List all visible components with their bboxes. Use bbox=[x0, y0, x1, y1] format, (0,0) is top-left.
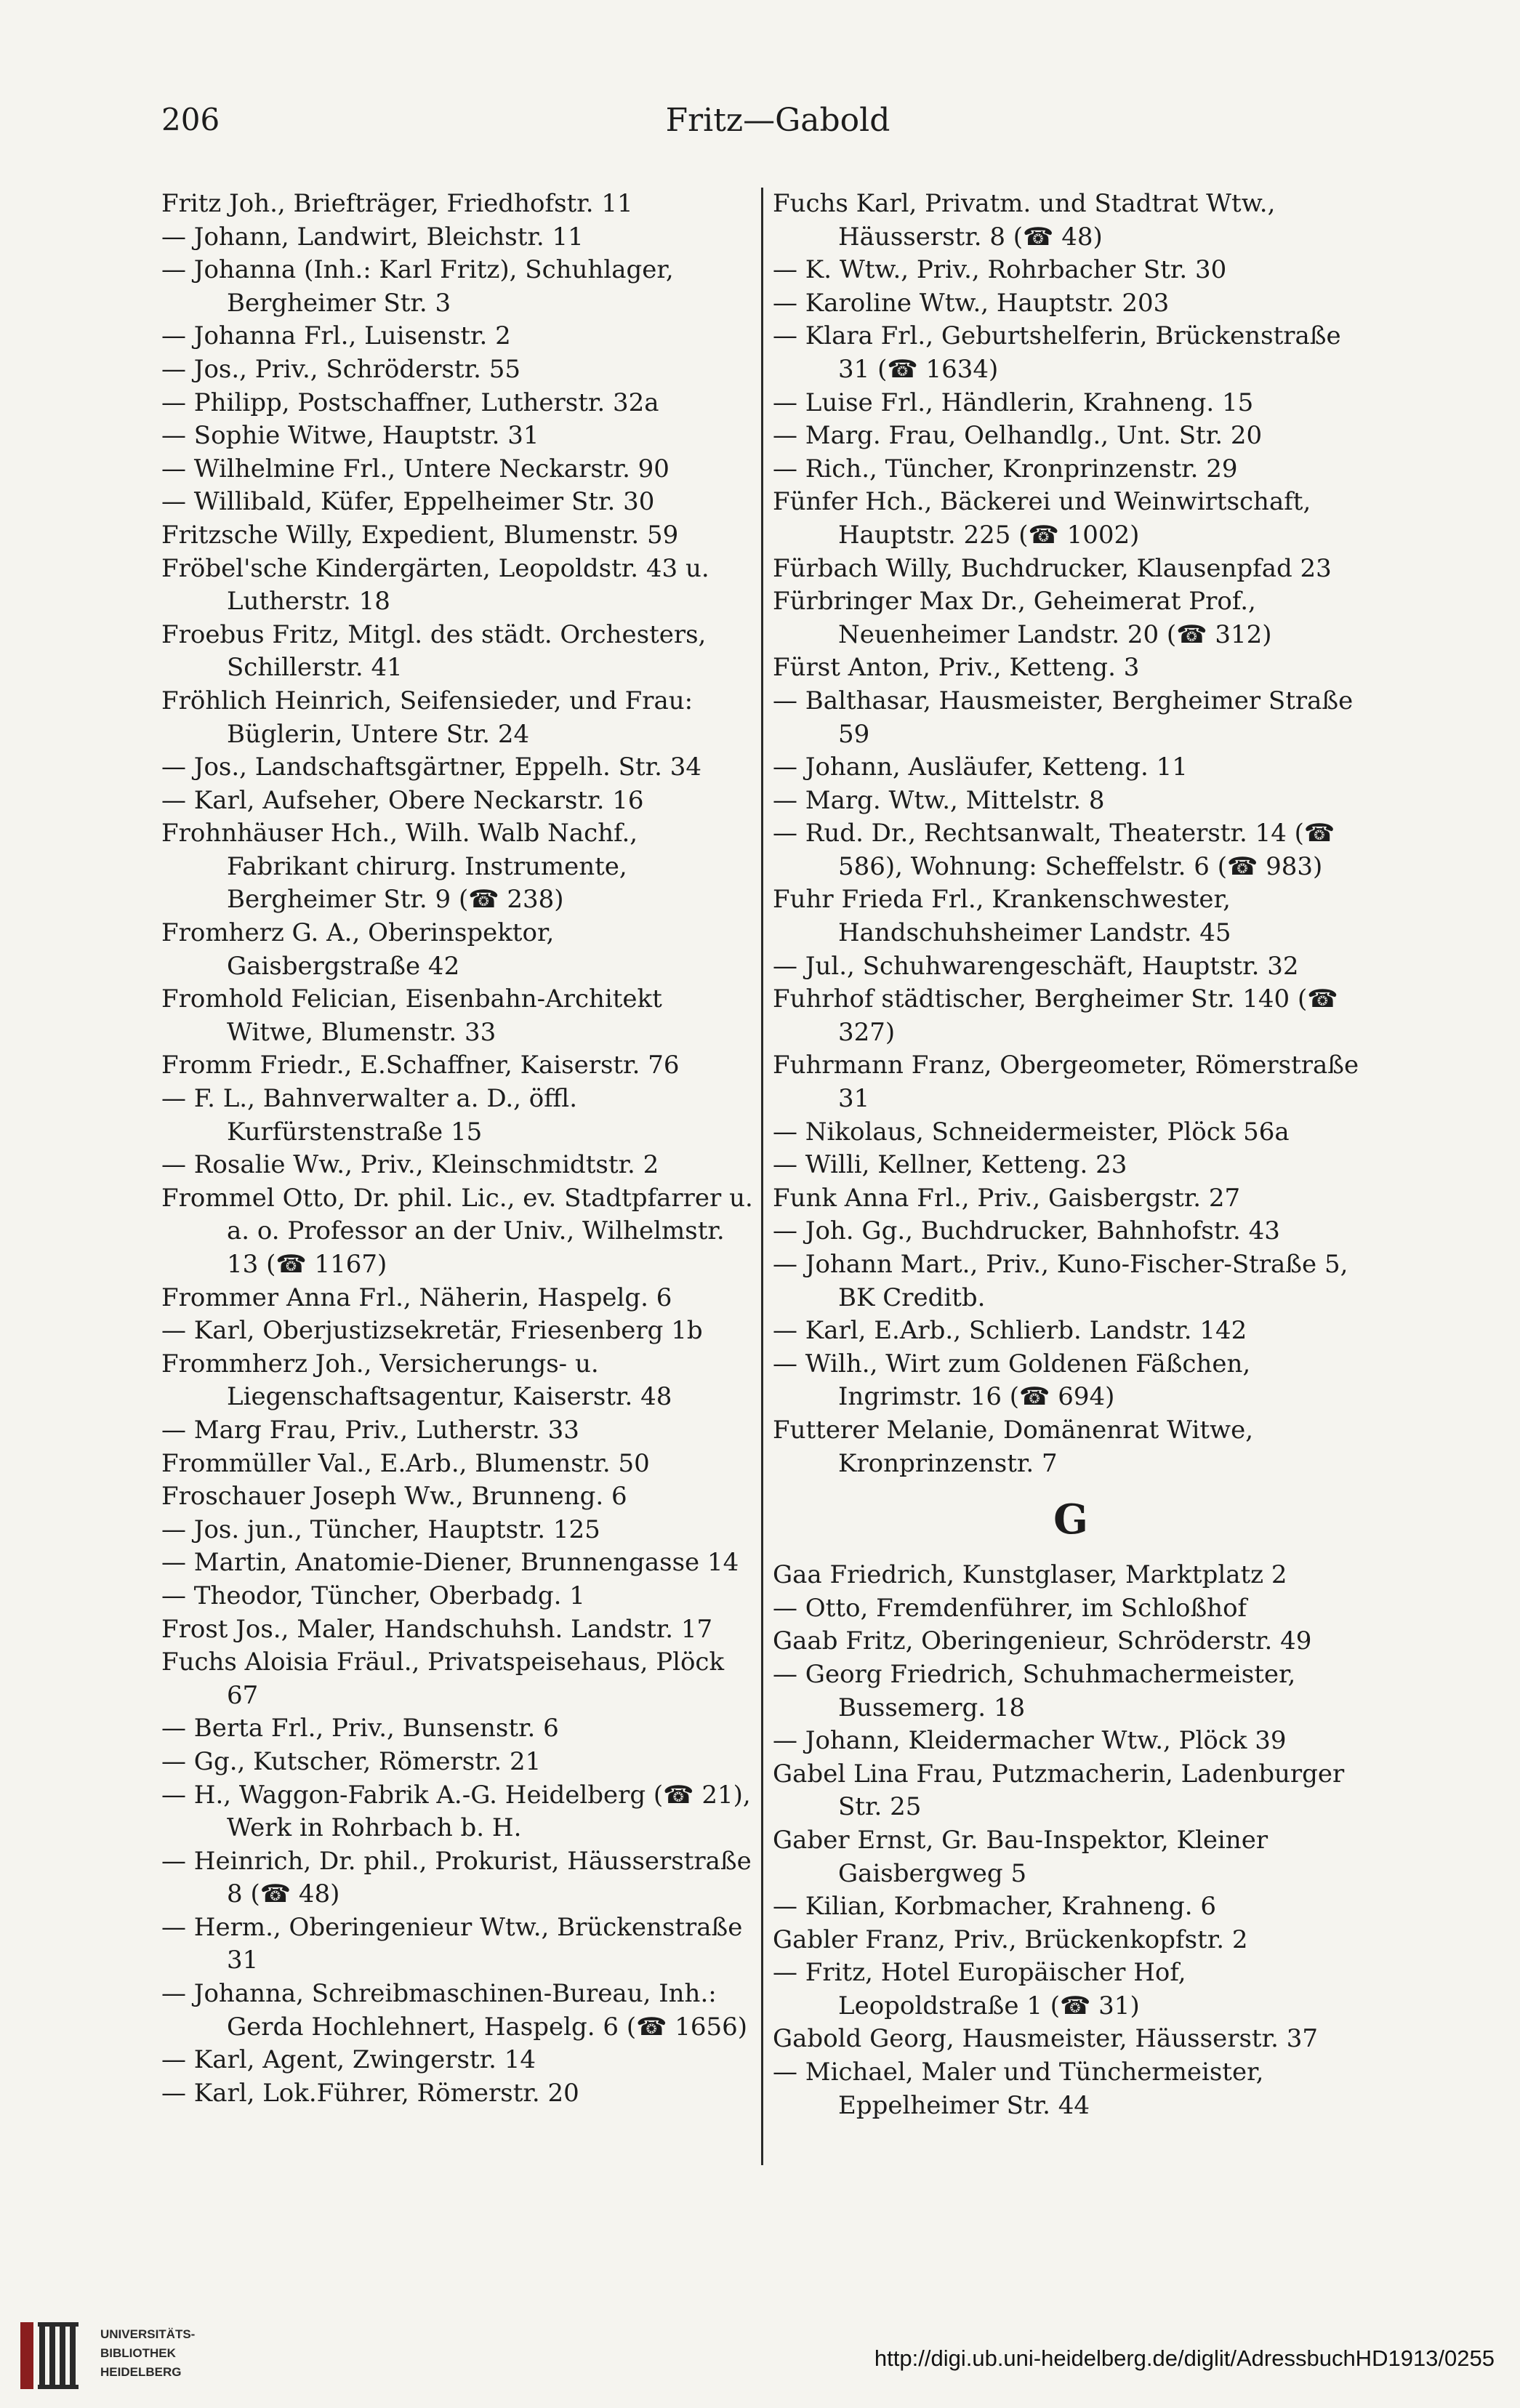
directory-entry: — Jos. jun., Tüncher, Hauptstr. 125 bbox=[161, 1514, 600, 1544]
library-logo-icon bbox=[20, 2322, 90, 2389]
directory-entry: — Johanna Frl., Luisenstr. 2 bbox=[161, 321, 511, 351]
directory-entry: Fritz Joh., Briefträger, Friedhofstr. 11 bbox=[161, 189, 633, 218]
directory-entry: — Karl, Lok.Führer, Römerstr. 20 bbox=[161, 2078, 579, 2108]
directory-entry: — H., Waggon-Fabrik A.-G. Heidelberg (☎ 21), Werk in Rohrbach b. H. bbox=[161, 1780, 751, 1843]
directory-entry: Fürbach Willy, Buchdrucker, Klausenpfad 23 bbox=[773, 553, 1332, 583]
directory-entry: Fünfer Hch., Bäckerei und Weinwirtschaft, Hauptstr. 225 (☎ 1002) bbox=[773, 487, 1311, 550]
directory-entry: — Johann, Kleidermacher Wtw., Plöck 39 bbox=[773, 1726, 1287, 1756]
right-column-top bbox=[773, 188, 1369, 1480]
directory-entry: Gabler Franz, Priv., Brückenkopfstr. 2 bbox=[773, 1925, 1248, 1954]
directory-entry: Froebus Fritz, Mitgl. des städt. Orchesters, Schillerstr. 41 bbox=[161, 619, 707, 683]
directory-entry: — Otto, Fremdenführer, im Schloßhof bbox=[773, 1593, 1247, 1623]
directory-entry: — Wilhelmine Frl., Untere Neckarstr. 90 bbox=[161, 454, 669, 483]
directory-entry: Fuchs Aloisia Fräul., Privatspeisehaus, Plöck 67 bbox=[161, 1648, 725, 1710]
directory-entry: Frohnhäuser Hch., Wilh. Walb Nachf., Fabrikant chirurg. Instrumente, Bergheimer Str. 9 (☎ 238) bbox=[161, 819, 638, 915]
directory-entry: — Willibald, Küfer, Eppelheimer Str. 30 bbox=[161, 487, 655, 517]
section-letter: G bbox=[1053, 1496, 1088, 1544]
page-number: 206 bbox=[161, 102, 220, 137]
directory-entry: Fürst Anton, Priv., Ketteng. 3 bbox=[773, 653, 1140, 683]
running-head: Fritz—Gabold bbox=[665, 102, 890, 139]
directory-entry: — Fritz, Hotel Europäischer Hof, Leopoldstraße 1 (☎ 31) bbox=[773, 1958, 1186, 2020]
left-column bbox=[161, 188, 754, 2110]
directory-entry: Futterer Melanie, Domänenrat Witwe, Kronprinzenstr. 7 bbox=[773, 1415, 1254, 1478]
directory-entry: — Michael, Maler und Tünchermeister, Eppelheimer Str. 44 bbox=[773, 2058, 1264, 2120]
directory-entry: — Klara Frl., Geburtshelferin, Brückenstraße 31 (☎ 1634) bbox=[773, 321, 1341, 384]
directory-entry: — Karoline Wtw., Hauptstr. 203 bbox=[773, 288, 1170, 318]
directory-entry: — Rich., Tüncher, Kronprinzenstr. 29 bbox=[773, 454, 1238, 483]
directory-entry: — Nikolaus, Schneidermeister, Plöck 56a bbox=[773, 1117, 1290, 1147]
library-name-line: BIBLIOTHEK bbox=[100, 2346, 176, 2360]
directory-entry: — Marg. Frau, Oelhandlg., Unt. Str. 20 bbox=[773, 421, 1263, 451]
directory-entry: — Johanna, Schreibmaschinen-Bureau, Inh.: Gerda Hochlehnert, Haspelg. 6 (☎ 1656) bbox=[161, 1979, 748, 2042]
directory-entry: Froschauer Joseph Ww., Brunneng. 6 bbox=[161, 1482, 627, 1512]
directory-entry: Fromhold Felician, Eisenbahn-Architekt Witwe, Blumenstr. 33 bbox=[161, 984, 662, 1047]
directory-entry: — Marg Frau, Priv., Lutherstr. 33 bbox=[161, 1415, 579, 1445]
directory-entry: — Balthasar, Hausmeister, Bergheimer Straße 59 bbox=[773, 686, 1354, 749]
directory-entry: Fuhrmann Franz, Obergeometer, Römerstraße 31 bbox=[773, 1051, 1359, 1114]
directory-entry: Frommherz Joh., Versicherungs- u. Liegenschaftsagentur, Kaiserstr. 48 bbox=[161, 1349, 672, 1412]
directory-entry: — Kilian, Korbmacher, Krahneng. 6 bbox=[773, 1892, 1217, 1922]
directory-entry: — F. L., Bahnverwalter a. D., öffl. Kurfürstenstraße 15 bbox=[161, 1084, 578, 1147]
directory-entry: — Karl, Oberjustizsekretär, Friesenberg 1b bbox=[161, 1316, 703, 1346]
directory-entry: — Rud. Dr., Rechtsanwalt, Theaterstr. 14 (☎ 586), Wohnung: Scheffelstr. 6 (☎ 983) bbox=[773, 819, 1335, 881]
right-column-bottom bbox=[773, 1559, 1369, 2122]
directory-entry: — Theodor, Tüncher, Oberbadg. 1 bbox=[161, 1581, 585, 1610]
directory-entry: Gaa Friedrich, Kunstglaser, Marktplatz 2 bbox=[773, 1560, 1287, 1590]
directory-entry: — Karl, Agent, Zwingerstr. 14 bbox=[161, 2045, 536, 2075]
directory-entry: — Sophie Witwe, Hauptstr. 31 bbox=[161, 421, 539, 451]
directory-entry: Fürbringer Max Dr., Geheimerat Prof., Neuenheimer Landstr. 20 (☎ 312) bbox=[773, 587, 1272, 649]
library-name bbox=[100, 2325, 195, 2382]
directory-entry: — Johann, Ausläufer, Ketteng. 11 bbox=[773, 752, 1188, 782]
directory-entry: Fröhlich Heinrich, Seifensieder, und Frau: Büglerin, Untere Str. 24 bbox=[161, 686, 693, 749]
directory-entry: Fuchs Karl, Privatm. und Stadtrat Wtw., Häusserstr. 8 (☎ 48) bbox=[773, 189, 1276, 252]
directory-entry: — Georg Friedrich, Schuhmachermeister, Bussemerg. 18 bbox=[773, 1659, 1296, 1722]
directory-entry: — Jos., Landschaftsgärtner, Eppelh. Str. 34 bbox=[161, 752, 701, 782]
directory-entry: — Luise Frl., Händlerin, Krahneng. 15 bbox=[773, 388, 1254, 417]
directory-entry: — Jul., Schuhwarengeschäft, Hauptstr. 32 bbox=[773, 951, 1299, 981]
directory-entry: Fritzsche Willy, Expedient, Blumenstr. 59 bbox=[161, 520, 679, 550]
directory-entry: — Martin, Anatomie-Diener, Brunnengasse 14 bbox=[161, 1548, 739, 1578]
directory-entry: Gaber Ernst, Gr. Bau-Inspektor, Kleiner Gaisbergweg 5 bbox=[773, 1825, 1268, 1888]
directory-entry: Fromm Friedr., E.Schaffner, Kaiserstr. 76 bbox=[161, 1051, 680, 1080]
directory-entry: — Joh. Gg., Buchdrucker, Bahnhofstr. 43 bbox=[773, 1216, 1280, 1246]
directory-entry: Frommüller Val., E.Arb., Blumenstr. 50 bbox=[161, 1448, 650, 1478]
directory-entry: — Johanna (Inh.: Karl Fritz), Schuhlager, Bergheimer Str. 3 bbox=[161, 255, 674, 318]
directory-entry: Frost Jos., Maler, Handschuhsh. Landstr. 17 bbox=[161, 1614, 713, 1644]
library-name-line: UNIVERSITÄTS- bbox=[100, 2327, 196, 2341]
directory-entry: Frommel Otto, Dr. phil. Lic., ev. Stadtpfarrer u. a. o. Professor an der Univ., Wilhelmstr. 13 (☎ 1167) bbox=[161, 1183, 753, 1279]
directory-entry: — Philipp, Postschaffner, Lutherstr. 32a bbox=[161, 388, 659, 417]
directory-entry: — Willi, Kellner, Ketteng. 23 bbox=[773, 1150, 1127, 1180]
directory-entry: — Karl, E.Arb., Schlierb. Landstr. 142 bbox=[773, 1316, 1247, 1346]
directory-entry: — Herm., Oberingenieur Wtw., Brückenstraße 31 bbox=[161, 1912, 743, 1975]
directory-entry: — Berta Frl., Priv., Bunsenstr. 6 bbox=[161, 1714, 559, 1743]
directory-entry: Fuhr Frieda Frl., Krankenschwester, Handschuhsheimer Landstr. 45 bbox=[773, 885, 1231, 948]
directory-entry: — Marg. Wtw., Mittelstr. 8 bbox=[773, 785, 1105, 815]
directory-entry: — Jos., Priv., Schröderstr. 55 bbox=[161, 354, 520, 384]
directory-entry: Funk Anna Frl., Priv., Gaisbergstr. 27 bbox=[773, 1183, 1241, 1213]
directory-entry: Gaab Fritz, Oberingenieur, Schröderstr. 49 bbox=[773, 1626, 1312, 1656]
source-url-link[interactable]: http://digi.ub.uni-heidelberg.de/diglit/AdressbuchHD1913/0255 bbox=[874, 2345, 1495, 2371]
right-column bbox=[773, 188, 1369, 2122]
directory-entry: — Rosalie Ww., Priv., Kleinschmidtstr. 2 bbox=[161, 1150, 659, 1180]
directory-entry: Fromherz G. A., Oberinspektor, Gaisbergstraße 42 bbox=[161, 918, 555, 981]
directory-entry: Fröbel'sche Kindergärten, Leopoldstr. 43 u. Lutherstr. 18 bbox=[161, 553, 709, 617]
directory-entry: — Karl, Aufseher, Obere Neckarstr. 16 bbox=[161, 785, 644, 815]
directory-entry: — Wilh., Wirt zum Goldenen Fäßchen, Ingrimstr. 16 (☎ 694) bbox=[773, 1349, 1251, 1412]
directory-entry: — K. Wtw., Priv., Rohrbacher Str. 30 bbox=[773, 255, 1227, 285]
directory-entry: — Johann Mart., Priv., Kuno-Fischer-Straße 5, BK Creditb. bbox=[773, 1250, 1348, 1312]
directory-entry: — Gg., Kutscher, Römerstr. 21 bbox=[161, 1746, 542, 1776]
column-divider bbox=[761, 188, 763, 2165]
directory-entry: Gabold Georg, Hausmeister, Häusserstr. 37 bbox=[773, 2024, 1318, 2054]
directory-entry: — Heinrich, Dr. phil., Prokurist, Häusserstraße 8 (☎ 48) bbox=[161, 1846, 752, 1909]
directory-entry: — Johann, Landwirt, Bleichstr. 11 bbox=[161, 222, 584, 252]
library-name-line: HEIDELBERG bbox=[100, 2365, 182, 2379]
directory-entry: Gabel Lina Frau, Putzmacherin, Ladenburger Str. 25 bbox=[773, 1759, 1345, 1822]
directory-entry: Fuhrhof städtischer, Bergheimer Str. 140 (☎ 327) bbox=[773, 984, 1338, 1047]
directory-entry: Frommer Anna Frl., Näherin, Haspelg. 6 bbox=[161, 1283, 672, 1312]
